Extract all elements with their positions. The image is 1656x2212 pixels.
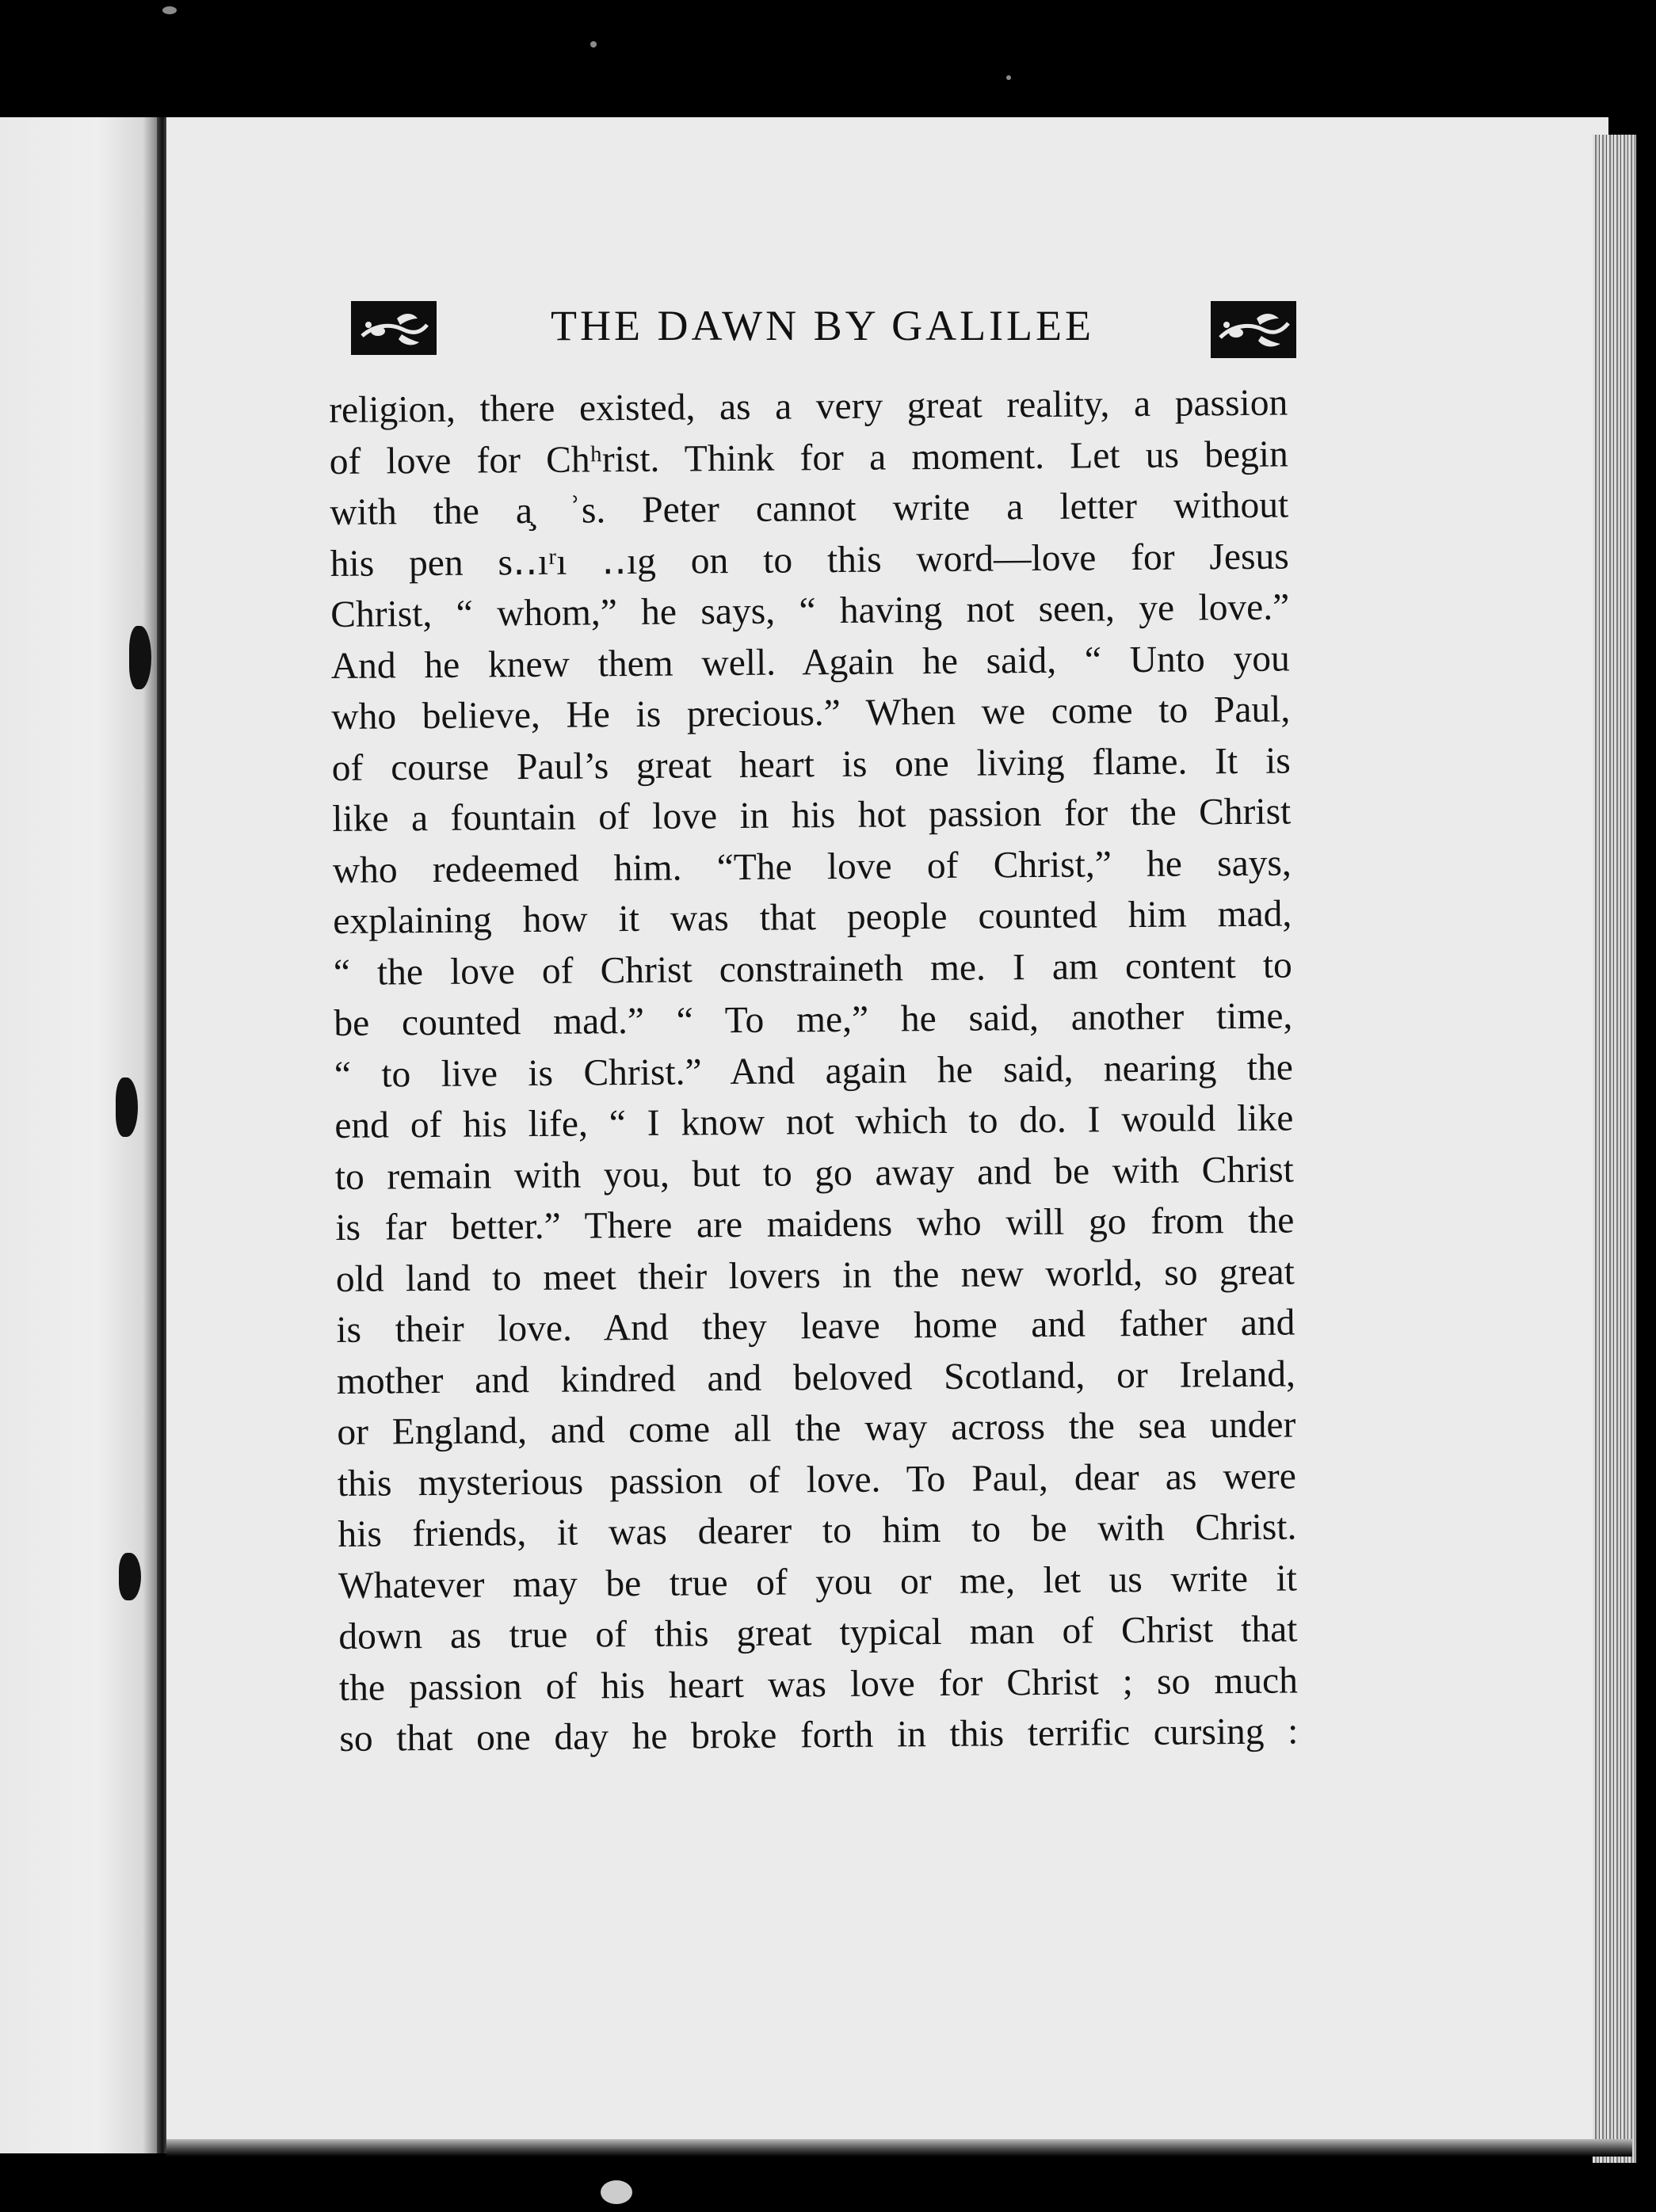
text-line: explaining how it was that people counted him mad,	[333, 893, 1292, 942]
text-line: of course Paul’s great heart is one living flame. It is	[331, 739, 1291, 789]
text-line: of love for Chʰrist. Think for a moment. Let us begin	[329, 433, 1288, 482]
text-line: religion, there existed, as a very great reality, a passion	[329, 382, 1288, 431]
text-line: so that one day he broke forth in this terrific cursing :	[339, 1710, 1299, 1760]
scan-speck	[590, 41, 597, 48]
binding-hole-mark	[129, 626, 151, 689]
text-line: who redeemed him. “The love of Christ,” he says,	[332, 841, 1292, 891]
page-title: THE DAWN BY GALILEE	[550, 302, 1095, 349]
page-stack-edge	[1593, 135, 1636, 2163]
text-line: And he knew them well. Again he said, “ Unto you	[330, 637, 1290, 687]
text-line: is far better.” There are maidens who will go from the	[335, 1199, 1295, 1249]
scan-speck	[601, 2180, 632, 2204]
binding-hole-mark	[119, 1553, 141, 1600]
text-line: is their love. And they leave home and father and	[336, 1302, 1295, 1351]
text-line: or England, and come all the way across the sea under	[337, 1404, 1296, 1453]
text-line: who believe, He is precious.” When we come to Paul,	[331, 688, 1291, 738]
text-line: “ to live is Christ.” And again he said, nearing the	[334, 1046, 1294, 1096]
text-line: this mysterious passion of love. To Paul, dear as were	[337, 1455, 1297, 1505]
text-line: to remain with you, but to go away and be with Christ	[334, 1148, 1295, 1198]
text-line: his pen s‥ıʳı ‥ıg on to this word—love for Jesus	[330, 535, 1289, 585]
binding-hole-mark	[116, 1077, 138, 1137]
text-line: the passion of his heart was love for Christ ; so much	[338, 1659, 1299, 1709]
text-line: like a fountain of love in his hot passion for the Christ	[332, 791, 1292, 840]
scan-speck	[162, 6, 177, 14]
text-line: with the a̧ ʾs. Peter cannot write a letter without	[330, 484, 1289, 533]
facing-page-edge	[0, 117, 162, 2153]
floral-ornament-icon	[351, 301, 437, 355]
scan-speck	[1006, 75, 1011, 80]
running-head	[351, 301, 1298, 364]
page-body-text	[329, 377, 1299, 1764]
floral-ornament-icon	[1211, 301, 1296, 358]
text-line: Whatever may be true of you or me, let us write it	[338, 1557, 1298, 1607]
text-line: down as true of this great typical man of Christ that	[338, 1608, 1298, 1657]
page-bottom-edge	[166, 2139, 1632, 2157]
text-line: Christ, “ whom,” he says, “ having not seen, ye love.”	[330, 586, 1290, 635]
text-line: be counted mad.” “ To me,” he said, another time,	[334, 995, 1293, 1044]
floral-ornament-icon	[1211, 301, 1296, 358]
text-line: mother and kindred and beloved Scotland, or Ireland,	[336, 1352, 1296, 1402]
text-line: his friends, it was dearer to him to be with Christ.	[338, 1506, 1297, 1555]
text-line: “ the love of Christ constraineth me. I am content to	[333, 944, 1292, 993]
floral-ornament-icon	[351, 301, 437, 355]
text-line: old land to meet their lovers in the new world, so great	[335, 1250, 1295, 1300]
text-line: end of his life, “ I know not which to do. I would like	[334, 1097, 1294, 1146]
